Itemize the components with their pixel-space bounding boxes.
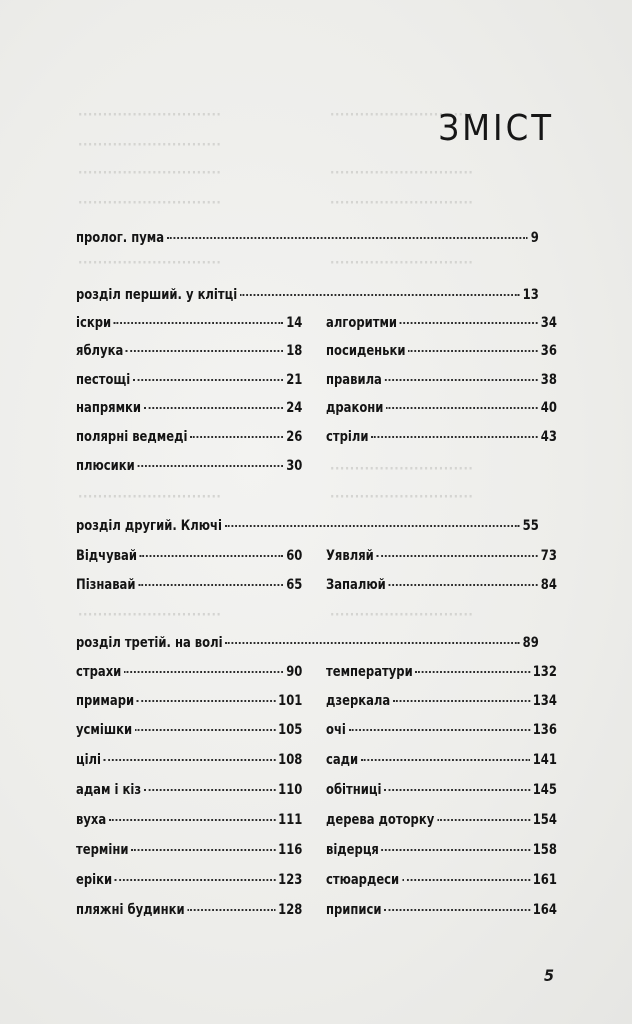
entry-page: 14 (286, 315, 303, 331)
entry-page: 90 (286, 664, 303, 680)
entry-label: Запалюй (326, 577, 386, 593)
toc-entry[interactable] (76, 752, 302, 772)
dot-leader (187, 909, 275, 911)
dot-leader (361, 759, 530, 761)
entry-page: 158 (532, 842, 557, 858)
dot-leader (190, 436, 283, 438)
entry-page: 24 (286, 400, 303, 416)
dot-leader (138, 584, 283, 586)
entry-page: 89 (522, 635, 539, 651)
dot-leader (386, 407, 538, 409)
toc-entry[interactable] (326, 577, 557, 597)
entry-page: 21 (286, 372, 303, 388)
entry-label: дракони (326, 400, 384, 416)
entry-page: 36 (540, 343, 557, 359)
dot-leader (135, 729, 275, 731)
entry-page: 26 (286, 429, 303, 445)
toc-entry[interactable] (76, 400, 302, 420)
entry-label: Уявляй (326, 548, 374, 564)
entry-label: посиденьки (326, 343, 406, 359)
dot-leader (371, 436, 538, 438)
entry-page: 43 (540, 429, 557, 445)
entry-label: пролог. пума (76, 230, 165, 246)
entry-label: пестощі (76, 372, 131, 388)
entry-label: примари (76, 693, 135, 709)
dot-leader (137, 700, 275, 702)
toc-entry[interactable] (326, 429, 557, 449)
entry-page: 161 (532, 872, 557, 888)
dot-leader (225, 525, 520, 527)
entry-label: адам і кіз (76, 782, 142, 798)
entry-page: 60 (286, 548, 303, 564)
page-number: 5 (544, 966, 555, 985)
toc-entry[interactable] (326, 548, 557, 568)
dot-leader (393, 700, 530, 702)
toc-entry[interactable] (326, 842, 557, 862)
dot-leader (225, 642, 520, 644)
entry-label: приписи (326, 902, 382, 918)
entry-page: 101 (278, 693, 303, 709)
toc-entry[interactable] (76, 458, 302, 478)
entry-page: 30 (286, 458, 303, 474)
entry-label: Пізнавай (76, 577, 136, 593)
toc-entry[interactable] (326, 872, 557, 892)
toc-part-2-heading[interactable] (76, 518, 539, 538)
toc-entry[interactable] (326, 343, 557, 363)
entry-label: розділ третій. на волі (76, 635, 223, 651)
entry-page: 111 (278, 812, 303, 828)
entry-page: 55 (522, 518, 539, 534)
toc-entry[interactable] (326, 664, 557, 684)
entry-label: полярні ведмеді (76, 429, 188, 445)
toc-part-1-heading[interactable] (76, 287, 539, 307)
dot-leader (167, 237, 528, 239)
toc-entry[interactable] (326, 902, 557, 922)
dot-leader (408, 350, 538, 352)
entry-label: відерця (326, 842, 379, 858)
dot-leader (382, 849, 530, 851)
entry-page: 18 (286, 343, 303, 359)
entry-label: вуха (76, 812, 107, 828)
toc-entry[interactable] (76, 872, 302, 892)
toc-entry[interactable] (76, 548, 302, 568)
dot-leader (124, 671, 283, 673)
dot-leader (402, 879, 530, 881)
entry-label: алгоритми (326, 315, 398, 331)
toc-entry[interactable] (76, 722, 302, 742)
dot-leader (144, 407, 284, 409)
entry-page: 73 (540, 548, 557, 564)
entry-label: напрямки (76, 400, 142, 416)
dot-leader (137, 465, 283, 467)
entry-page: 154 (532, 812, 557, 828)
entry-page: 38 (540, 372, 557, 388)
entry-label: обітниці (326, 782, 382, 798)
dot-leader (377, 555, 539, 557)
entry-page: 123 (278, 872, 303, 888)
entry-label: дерева доторку (326, 812, 435, 828)
toc-entry[interactable] (326, 782, 557, 802)
entry-label: усмішки (76, 722, 133, 738)
entry-label: пляжні будинки (76, 902, 185, 918)
entry-page: 116 (278, 842, 303, 858)
entry-page: 84 (540, 577, 557, 593)
toc-entry[interactable] (76, 902, 302, 922)
entry-page: 164 (532, 902, 557, 918)
entry-label: плюсики (76, 458, 135, 474)
toc-part-3-heading[interactable] (76, 635, 539, 655)
dot-leader (384, 789, 530, 791)
toc-entry[interactable] (76, 693, 302, 713)
entry-label: страхи (76, 664, 122, 680)
entry-page: 145 (532, 782, 557, 798)
entry-label: розділ другий. Ключі (76, 518, 222, 534)
entry-page: 108 (278, 752, 303, 768)
entry-label: сади (326, 752, 359, 768)
toc-entry[interactable] (326, 752, 557, 772)
dot-leader (437, 819, 530, 821)
entry-page: 128 (278, 902, 303, 918)
entry-page: 13 (522, 287, 539, 303)
toc-prologue[interactable] (76, 230, 539, 250)
entry-label: розділ перший. у клітці (76, 287, 238, 303)
toc-entry[interactable] (326, 372, 557, 392)
toc-entry[interactable] (76, 343, 302, 363)
entry-page: 40 (540, 400, 557, 416)
dot-leader (389, 584, 539, 586)
toc-entry[interactable] (76, 429, 302, 449)
toc-entry[interactable] (76, 577, 302, 597)
toc-entry[interactable] (326, 315, 557, 335)
dot-leader (384, 909, 530, 911)
toc-entry[interactable] (326, 812, 557, 832)
entry-label: дзеркала (326, 693, 391, 709)
entry-label: очі (326, 722, 346, 738)
entry-label: терміни (76, 842, 129, 858)
entry-page: 132 (532, 664, 557, 680)
dot-leader (133, 379, 283, 381)
dot-leader (114, 322, 284, 324)
dot-leader (349, 729, 530, 731)
entry-label: яблука (76, 343, 124, 359)
dot-leader (144, 789, 276, 791)
toc-entry[interactable] (76, 315, 302, 335)
entry-label: правила (326, 372, 382, 388)
entry-label: стюардеси (326, 872, 400, 888)
entry-label: цілі (76, 752, 102, 768)
entry-page: 141 (532, 752, 557, 768)
toc-entry[interactable] (76, 842, 302, 862)
entry-page: 65 (286, 577, 303, 593)
dot-leader (115, 879, 275, 881)
entry-label: іскри (76, 315, 112, 331)
entry-page: 105 (278, 722, 303, 738)
entry-label: стріли (326, 429, 369, 445)
dot-leader (385, 379, 538, 381)
entry-page: 34 (540, 315, 557, 331)
toc-entry[interactable] (76, 372, 302, 392)
dot-leader (140, 555, 284, 557)
entry-page: 136 (532, 722, 557, 738)
entry-page: 9 (530, 230, 539, 246)
entry-page: 110 (278, 782, 303, 798)
dot-leader (400, 322, 538, 324)
dot-leader (104, 759, 276, 761)
entry-label: температури (326, 664, 413, 680)
toc-entry[interactable] (76, 812, 302, 832)
dot-leader (126, 350, 283, 352)
page-title: ЗМІСТ (438, 108, 554, 149)
toc-entry[interactable] (326, 400, 557, 420)
toc-entry[interactable] (76, 782, 302, 802)
dot-leader (240, 294, 520, 296)
dot-leader (131, 849, 275, 851)
dot-leader (109, 819, 275, 821)
entry-label: еріки (76, 872, 113, 888)
dot-leader (415, 671, 529, 673)
toc-entry[interactable] (76, 664, 302, 684)
toc-entry[interactable] (326, 693, 557, 713)
entry-page: 134 (532, 693, 557, 709)
entry-label: Відчувай (76, 548, 137, 564)
toc-entry[interactable] (326, 722, 557, 742)
book-page: ····························· ····························· ····························· ····························· ····························· ····························· ····························· ····························· ····························· ····························· ····························· ····························· ····························· ····························· ЗМІСТ пролог. пума 9 розділ перший. у клітці 13 іскри 14 яблука 18 пестощі 21 напрямки 24 полярні ведмеді 26 плюсики 30 алгоритми 34 посиденьки 36 правила 38 дракони 40 стріли 43 розділ другий. Ключі 55 Відчувай 60 Пізнавай 65 Уявляй 73 Запалюй 84 розділ третій. на волі 89 страхи 90 примари 101 усмішки 105 цілі 108 адам і кіз 110 вуха 111 терміни 116 еріки 123 пляжні будинки 128 температури 132 дзеркала 134 очі 136 сади 141 обітниці 145 дерева доторку 154 відерця 158 стюардеси 161 приписи 164 5 (0, 0, 632, 1024)
